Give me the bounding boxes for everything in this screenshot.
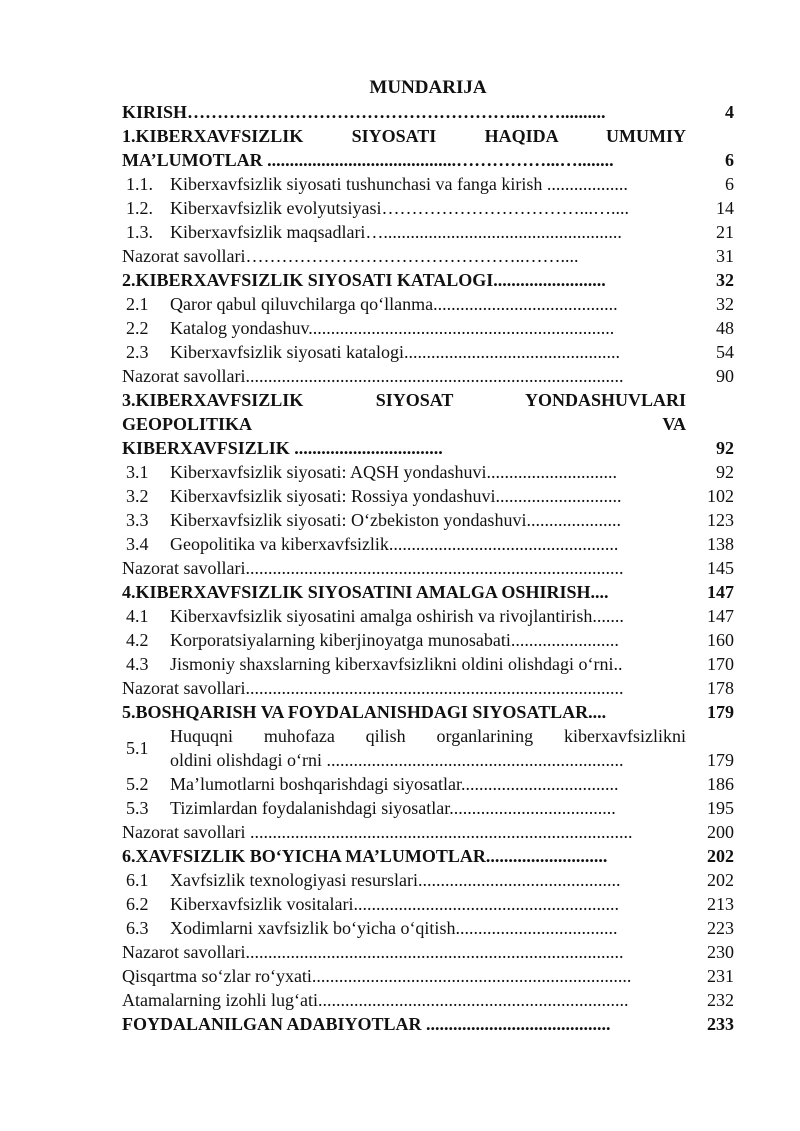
toc-entry-title: Kiberxavfsizlik siyosatini amalga oshirish va rivojlantirish....... <box>170 606 624 626</box>
toc-page-number: 102 <box>707 486 734 506</box>
toc-page-number: 170 <box>707 654 734 674</box>
toc-entry-title: Kiberxavfsizlik vositalari........................................................... <box>170 894 619 914</box>
toc-section-number: 4.1 <box>126 606 149 626</box>
toc-entry-section-6-1[interactable] <box>122 868 734 892</box>
toc-entry-title: KIRISH………………………………………………...…….......... <box>122 102 606 122</box>
toc-section-number: 3.4 <box>126 534 149 554</box>
toc-page-number: 48 <box>716 318 734 338</box>
toc-entry-title: Nazorat savollari………………………………………..…….... <box>122 246 579 266</box>
toc-entry-title: Kiberxavfsizlik siyosati tushunchasi va fanga kirish .................. <box>170 174 628 194</box>
toc-page-number: 147 <box>707 582 734 602</box>
toc-section-number: 4.2 <box>126 630 149 650</box>
toc-page-number: 233 <box>707 1014 734 1034</box>
toc-entry-section-1-3[interactable] <box>122 220 734 244</box>
toc-entry-title: Qaror qabul qiluvchilarga qo‘llanma......................................... <box>170 294 618 314</box>
toc-page-number: 32 <box>716 294 734 314</box>
toc-page-number: 32 <box>716 270 734 290</box>
toc-page-number: 92 <box>716 462 734 482</box>
toc-entry-kirish[interactable] <box>122 100 734 124</box>
toc-entry-title-line: Huquqni muhofaza qilish organlarining kiberxavfsizlikni <box>170 726 686 746</box>
toc-entry-section-3-4[interactable] <box>122 532 734 556</box>
toc-entry-title-line: GEOPOLITIKA VA <box>122 414 686 434</box>
toc-section-number: 2.3 <box>126 342 149 362</box>
toc-entry-title-line: MA’LUMOTLAR ..........................................……………...…........ <box>122 150 614 170</box>
toc-entry-chapter-1[interactable] <box>122 124 734 172</box>
toc-entry-title: Nazorat savollari.................................................................................... <box>122 558 624 578</box>
toc-section-number: 3.3 <box>126 510 149 530</box>
page-title: MUNDARIJA <box>369 77 487 98</box>
toc-page-number: 223 <box>707 918 734 938</box>
toc-entry-title: Katalog yondashuv.................................................................... <box>170 318 615 338</box>
toc-entry-title-line: 1.KIBERXAVFSIZLIK SIYOSATI HAQIDA UMUMIY <box>122 126 686 146</box>
toc-page-number: 202 <box>707 870 734 890</box>
toc-entry-abbreviations[interactable] <box>122 964 734 988</box>
toc-page-number: 92 <box>716 438 734 458</box>
toc-section-number: 2.2 <box>126 318 149 338</box>
toc-entry-glossary[interactable] <box>122 988 734 1012</box>
toc-entry-chapter-5[interactable] <box>122 700 734 724</box>
toc-entry-title: 5.BOSHQARISH VA FOYDALANISHDAGI SIYOSATLAR.... <box>122 702 607 722</box>
toc-page-number: 31 <box>716 246 734 266</box>
toc-entry-title: Korporatsiyalarning kiberjinoyatga munosabati........................ <box>170 630 619 650</box>
toc-page-number: 138 <box>707 534 734 554</box>
toc-section-number: 2.1 <box>126 294 149 314</box>
toc-entry-section-2-2[interactable] <box>122 316 734 340</box>
toc-entry-section-1-1[interactable] <box>122 172 734 196</box>
toc-section-number: 6.2 <box>126 894 149 914</box>
toc-page-number: 54 <box>716 342 734 362</box>
toc-entry-questions[interactable] <box>122 940 734 964</box>
toc-section-number: 5.1 <box>126 738 149 758</box>
toc-page-number: 123 <box>707 510 734 530</box>
table-of-contents <box>122 100 734 1036</box>
toc-entry-section-4-1[interactable] <box>122 604 734 628</box>
toc-page-number: 90 <box>716 366 734 386</box>
toc-section-number: 1.2. <box>126 198 153 218</box>
toc-entry-title: Kiberxavfsizlik siyosati: Rossiya yondashuvi............................ <box>170 486 622 506</box>
toc-entry-title-line: oldini olishdagi o‘rni .................................................................. <box>170 750 624 770</box>
toc-page-number: 160 <box>707 630 734 650</box>
toc-entry-title: 2.KIBERXAVFSIZLIK SIYOSATI KATALOGI......................... <box>122 270 606 290</box>
toc-page-number: 179 <box>707 702 734 722</box>
toc-entry-title: Jismoniy shaxslarning kiberxavfsizlikni oldini olishdagi o‘rni.. <box>170 654 623 674</box>
toc-page-number: 231 <box>707 966 734 986</box>
toc-entry-questions[interactable] <box>122 820 734 844</box>
toc-entry-section-5-3[interactable] <box>122 796 734 820</box>
toc-page-number: 14 <box>716 198 734 218</box>
toc-section-number: 5.2 <box>126 774 149 794</box>
toc-entry-title: Nazarot savollari.................................................................................... <box>122 942 624 962</box>
toc-entry-title: Kiberxavfsizlik siyosati: AQSH yondashuvi............................. <box>170 462 617 482</box>
toc-entry-title: Nazorat savollari.................................................................................... <box>122 678 624 698</box>
toc-entry-title: FOYDALANILGAN ADABIYOTLAR ......................................... <box>122 1014 611 1034</box>
toc-section-number: 5.3 <box>126 798 149 818</box>
toc-entry-section-4-2[interactable] <box>122 628 734 652</box>
toc-entry-section-5-1[interactable] <box>122 724 734 772</box>
toc-entry-title: Kiberxavfsizlik siyosati katalogi................................................ <box>170 342 620 362</box>
toc-page-number: 6 <box>725 150 734 170</box>
toc-entry-title-line: KIBERXAVFSIZLIK ................................. <box>122 438 443 458</box>
toc-page-number: 178 <box>707 678 734 698</box>
toc-entry-references[interactable] <box>122 1012 734 1036</box>
toc-entry-title: Kiberxavfsizlik siyosati: O‘zbekiston yondashuvi..................... <box>170 510 621 530</box>
toc-page-number: 4 <box>725 102 734 122</box>
toc-section-number: 6.3 <box>126 918 149 938</box>
toc-page-number: 147 <box>707 606 734 626</box>
toc-page-number: 145 <box>707 558 734 578</box>
toc-entry-title: Ma’lumotlarni boshqarishdagi siyosatlar................................... <box>170 774 619 794</box>
toc-entry-questions[interactable] <box>122 676 734 700</box>
toc-entry-section-6-3[interactable] <box>122 916 734 940</box>
toc-entry-questions[interactable] <box>122 556 734 580</box>
toc-entry-title: Geopolitika va kiberxavfsizlik................................................... <box>170 534 619 554</box>
toc-entry-questions[interactable] <box>122 244 734 268</box>
toc-entry-section-3-2[interactable] <box>122 484 734 508</box>
toc-entry-title: Xodimlarni xavfsizlik bo‘yicha o‘qitish.................................... <box>170 918 618 938</box>
toc-entry-chapter-4[interactable] <box>122 580 734 604</box>
toc-entry-section-1-2[interactable] <box>122 196 734 220</box>
toc-entry-title: 4.KIBERXAVFSIZLIK SIYOSATINI AMALGA OSHIRISH.... <box>122 582 609 602</box>
toc-entry-chapter-2[interactable] <box>122 268 734 292</box>
toc-page-number: 232 <box>707 990 734 1010</box>
toc-page-number: 186 <box>707 774 734 794</box>
toc-page-number: 213 <box>707 894 734 914</box>
toc-entry-section-4-3[interactable] <box>122 652 734 676</box>
toc-page-number: 200 <box>707 822 734 842</box>
toc-entry-chapter-3[interactable] <box>122 388 734 460</box>
toc-entry-title: Kiberxavfsizlik evolyutsiyasi……………………………...….... <box>170 198 629 218</box>
toc-entry-chapter-6[interactable] <box>122 844 734 868</box>
toc-entry-title: Tizimlardan foydalanishdagi siyosatlar..................................... <box>170 798 616 818</box>
toc-page-number: 202 <box>707 846 734 866</box>
toc-entry-questions[interactable] <box>122 364 734 388</box>
toc-page-number: 230 <box>707 942 734 962</box>
toc-entry-section-2-3[interactable] <box>122 340 734 364</box>
toc-page-number: 6 <box>725 174 734 194</box>
toc-page-number: 179 <box>707 750 734 770</box>
toc-section-number: 6.1 <box>126 870 149 890</box>
toc-entry-title: Atamalarning izohli lug‘ati..................................................................... <box>122 990 629 1010</box>
toc-entry-section-5-2[interactable] <box>122 772 734 796</box>
toc-section-number: 1.1. <box>126 174 153 194</box>
toc-entry-section-3-3[interactable] <box>122 508 734 532</box>
toc-section-number: 4.3 <box>126 654 149 674</box>
toc-section-number: 1.3. <box>126 222 153 242</box>
toc-entry-section-3-1[interactable] <box>122 460 734 484</box>
toc-section-number: 3.1 <box>126 462 149 482</box>
toc-entry-title: Xavfsizlik texnologiyasi resurslari............................................. <box>170 870 621 890</box>
toc-entry-title: Nazorat savollari ..................................................................................... <box>122 822 633 842</box>
toc-entry-section-6-2[interactable] <box>122 892 734 916</box>
toc-entry-title: 6.XAVFSIZLIK BO‘YICHA MA’LUMOTLAR........................... <box>122 846 608 866</box>
toc-entry-title: Kiberxavfsizlik maqsadlari…..................................................... <box>170 222 622 242</box>
toc-entry-section-2-1[interactable] <box>122 292 734 316</box>
toc-page-number: 21 <box>716 222 734 242</box>
toc-entry-title: Qisqartma so‘zlar ro‘yxati....................................................................... <box>122 966 632 986</box>
toc-page-number: 195 <box>707 798 734 818</box>
toc-entry-title-line: 3.KIBERXAVFSIZLIK SIYOSAT YONDASHUVLARI <box>122 390 686 410</box>
toc-section-number: 3.2 <box>126 486 149 506</box>
toc-entry-title: Nazorat savollari.................................................................................... <box>122 366 624 386</box>
